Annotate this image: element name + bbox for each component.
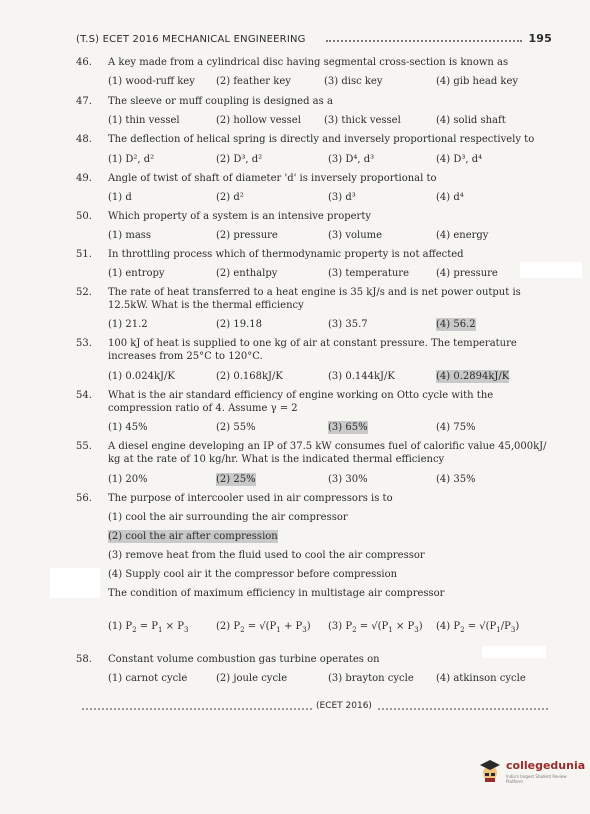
option-1: (1) mass: [108, 230, 152, 241]
question-text: compression ratio of 4. Assume γ = 2: [108, 403, 298, 414]
option-2: (2) cool the air after compression: [108, 531, 278, 542]
page-header: [76, 32, 552, 48]
page-number: 195: [528, 32, 552, 45]
option-4: (4) d⁴: [436, 192, 464, 203]
option-3: (3) disc key: [324, 76, 383, 87]
option-2: (2) 55%: [216, 422, 256, 433]
option-2: (2) 19.18: [216, 319, 262, 330]
header-dotted-rule: [326, 40, 522, 42]
option-1: (1) d: [108, 192, 132, 203]
option-4: (4) D³, d⁴: [436, 154, 483, 165]
options-57: [0, 620, 590, 644]
question-text: Angle of twist of shaft of diameter 'd' is inversely proportional to: [108, 173, 437, 184]
option-2: (2) enthalpy: [216, 268, 278, 279]
option-1: (1) wood-ruff key: [108, 76, 195, 87]
option-1: (1) thin vessel: [108, 115, 180, 126]
question-number: 56.: [76, 493, 92, 504]
question-text: A diesel engine developing an IP of 37.5 kW consumes fuel of calorific value 45,000kJ/: [108, 441, 547, 452]
logo-name: collegedunia: [506, 759, 586, 772]
question-number: 50.: [76, 211, 92, 222]
option-3: (3) $P_2 = √(P_1 \times P_3)$: [328, 621, 423, 634]
footer-dotted-rule: [378, 708, 548, 710]
option-3: (3) 0.144kJ/K: [328, 371, 395, 382]
option-4: (4) pressure: [436, 268, 498, 279]
option-2: (2) joule cycle: [216, 673, 288, 684]
option-3: (3) remove heat from the fluid used to cool the air compressor: [108, 550, 425, 561]
option-4: (4) 56.2: [436, 319, 476, 330]
question-text: The deflection of helical spring is directly and inversely proportional respectively to: [108, 134, 535, 145]
question-text: Which property of a system is an intensive property: [108, 211, 371, 222]
question-text: kg at the rate of 10 kg/hr. What is the indicated thermal efficiency: [108, 454, 445, 465]
question-text: In throttling process which of thermodynamic property is not affected: [108, 249, 464, 260]
question-number: 47.: [76, 96, 92, 107]
logo-tagline: India's largest Student Review Platform: [506, 774, 567, 784]
question-text: increases from 25°C to 120°C.: [108, 351, 263, 362]
option-2: (2) pressure: [216, 230, 278, 241]
option-3-label: (3) P: [328, 621, 353, 632]
question-text: The purpose of intercooler used in air compressors is to: [108, 493, 393, 504]
option-1: (1) 21.2: [108, 319, 148, 330]
option-2-label: (2) P: [216, 621, 241, 632]
question-number: 51.: [76, 249, 92, 260]
option-1: (1) carnot cycle: [108, 673, 188, 684]
question-number: 49.: [76, 173, 92, 184]
question-text: A key made from a cylindrical disc having segmental cross-section is known as: [108, 57, 509, 68]
option-4-label: (4) P: [436, 621, 461, 632]
option-3: (3) d³: [328, 192, 356, 203]
footer-dotted-rule: [82, 708, 312, 710]
page-footer: [76, 701, 552, 715]
graduation-cap-icon: [478, 758, 502, 784]
option-3: (3) 35.7: [328, 319, 368, 330]
redaction-mark: [520, 262, 582, 278]
redaction-mark: [482, 646, 546, 658]
question-number: 55.: [76, 441, 92, 452]
question-number: 52.: [76, 287, 92, 298]
header-title: (T.S) ECET 2016 MECHANICAL ENGINEERING: [76, 34, 306, 45]
question-number: 54.: [76, 390, 92, 401]
option-3: (3) temperature: [328, 268, 409, 279]
option-4: (4) energy: [436, 230, 489, 241]
option-1: (1) 20%: [108, 474, 148, 485]
option-1: (1) $P_2 = P_1 \times P_3$: [108, 621, 189, 634]
option-4: (4) gib head key: [436, 76, 519, 87]
option-3: (3) thick vessel: [324, 115, 401, 126]
option-4: (4) Supply cool air it the compressor before compression: [108, 569, 398, 580]
option-3: (3) brayton cycle: [328, 673, 414, 684]
option-1: (1) entropy: [108, 268, 165, 279]
option-2: (2) $P_2 = √(P_1 + P_3)$: [216, 621, 311, 634]
redaction-mark: [50, 568, 100, 598]
question-number: 53.: [76, 338, 92, 349]
option-2: (2) feather key: [216, 76, 291, 87]
question-text: What is the air standard efficiency of engine working on Otto cycle with the: [108, 390, 494, 401]
question-number: 48.: [76, 134, 92, 145]
question-text: The sleeve or muff coupling is designed as a: [108, 96, 333, 107]
question-text: The condition of maximum efficiency in multistage air compressor: [108, 588, 445, 599]
option-3: (3) 30%: [328, 474, 368, 485]
option-1-label: (1) P: [108, 621, 133, 632]
option-4: (4) $P_2 = √(P_1/P_3)$: [436, 621, 520, 634]
option-4: (4) 0.2894kJ/K: [436, 371, 510, 382]
option-2: (2) 0.168kJ/K: [216, 371, 283, 382]
option-4: (4) 75%: [436, 422, 476, 433]
question-number: 46.: [76, 57, 92, 68]
question-text: 12.5kW. What is the thermal efficiency: [108, 300, 304, 311]
question-text: The rate of heat transferred to a heat engine is 35 kJ/s and is net power output is: [108, 287, 521, 298]
option-2: (2) d²: [216, 192, 244, 203]
option-1: (1) 0.024kJ/K: [108, 371, 175, 382]
collegedunia-logo: [478, 756, 586, 788]
option-2: (2) hollow vessel: [216, 115, 301, 126]
option-1: (1) cool the air surrounding the air compressor: [108, 512, 348, 523]
option-3: (3) 65%: [328, 422, 368, 433]
option-1: (1) 45%: [108, 422, 148, 433]
question-text: 100 kJ of heat is supplied to one kg of air at constant pressure. The temperature: [108, 338, 517, 349]
option-2: (2) D³, d²: [216, 154, 263, 165]
option-4: (4) 35%: [436, 474, 476, 485]
option-3: (3) volume: [328, 230, 383, 241]
option-1: (1) D², d²: [108, 154, 155, 165]
footer-text: (ECET 2016): [316, 701, 372, 711]
question-number: 58.: [76, 654, 92, 665]
option-3: (3) D⁴, d³: [328, 154, 375, 165]
option-4: (4) solid shaft: [436, 115, 506, 126]
option-4: (4) atkinson cycle: [436, 673, 526, 684]
question-text: Constant volume combustion gas turbine operates on: [108, 654, 380, 665]
option-2: (2) 25%: [216, 474, 256, 485]
